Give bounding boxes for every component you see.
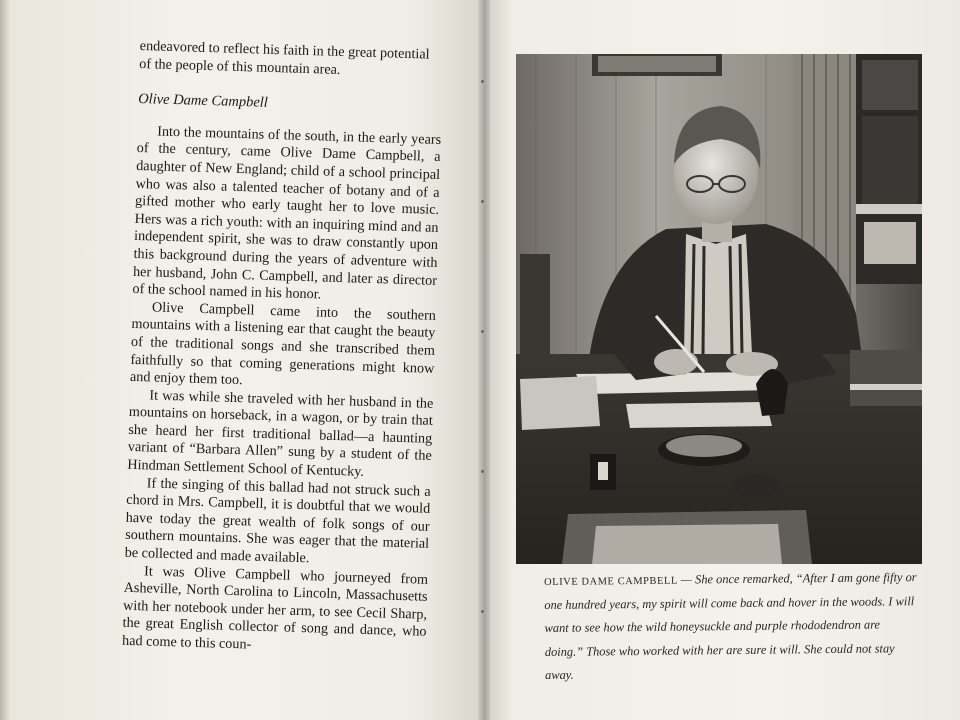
binding-stitch xyxy=(481,80,484,83)
portrait-photo xyxy=(516,54,922,564)
paragraph: Olive Campbell came into the southern mountains with a listening ear that caught the beauty of the traditional songs and she transcribed them faithfully so that coming generations might know and enjoy them too. xyxy=(129,299,437,389)
page-edge-shadow xyxy=(0,0,10,720)
paper-sheet xyxy=(626,402,772,428)
paragraph: If the singing of this ballad had not struck such a chord in Mrs. Campbell, it is doubtful that we would have today the great wealth of folk songs of our southern mountains. She was eager that the material be collected and made available. xyxy=(124,475,431,567)
photo-caption xyxy=(544,566,921,687)
portrait-illustration xyxy=(516,54,922,564)
window-box xyxy=(864,222,916,264)
book-gutter xyxy=(478,0,490,720)
paragraph: Into the mountains of the south, in the early years of the century, came Olive Dame Campbell, a daughter of New England; child of a school principal who was also a talented teacher of botany and of a gifted mother who early taught her to love music. Hers was a rich youth: with an inquiring mind and an independent spirit, she was to draw constantly upon this background during the years of adventure with her husband, John C. Campbell, and later as director of the school named in his honor. xyxy=(132,123,442,303)
section-heading: Olive Dame Campbell xyxy=(137,91,269,112)
paper-sheet xyxy=(520,376,600,430)
writing-hand xyxy=(654,349,698,375)
binding-stitch xyxy=(481,200,484,203)
binding-stitch xyxy=(481,610,484,613)
binding-stitch xyxy=(481,470,484,473)
paragraph: It was Olive Campbell who journeyed from Asheville, North Carolina to Lincoln, Massachusetts with her notebook under her arm, to see Cecil Sharp, the great English collector of song and dance, who had come to this coun- xyxy=(121,562,429,653)
paragraph-continuation: endeavored to reflect his faith in the great potential of the people of this mountain area. xyxy=(139,38,430,78)
caption-text: — She once remarked, “After I am gone fifty or one hundred years, my spirit will come back and hover in the woods. I will want to see how the wild honeysuckle and purple rhododendron are doing.” Those who worked with her are sure it will. She could not stay away. xyxy=(544,570,917,682)
left-page-text xyxy=(122,38,444,659)
book-stack xyxy=(850,350,922,406)
caption-name: OLIVE DAME CAMPBELL xyxy=(544,575,678,588)
binding-stitch xyxy=(481,330,484,333)
paragraph: It was while she traveled with her husband in the mountains on horseback, in a wagon, or by train that she heard her first traditional ballad—a haunting variant of “Barbara Allen” sung by a student of the Hindman Settlement School of Kentucky. xyxy=(127,387,434,480)
